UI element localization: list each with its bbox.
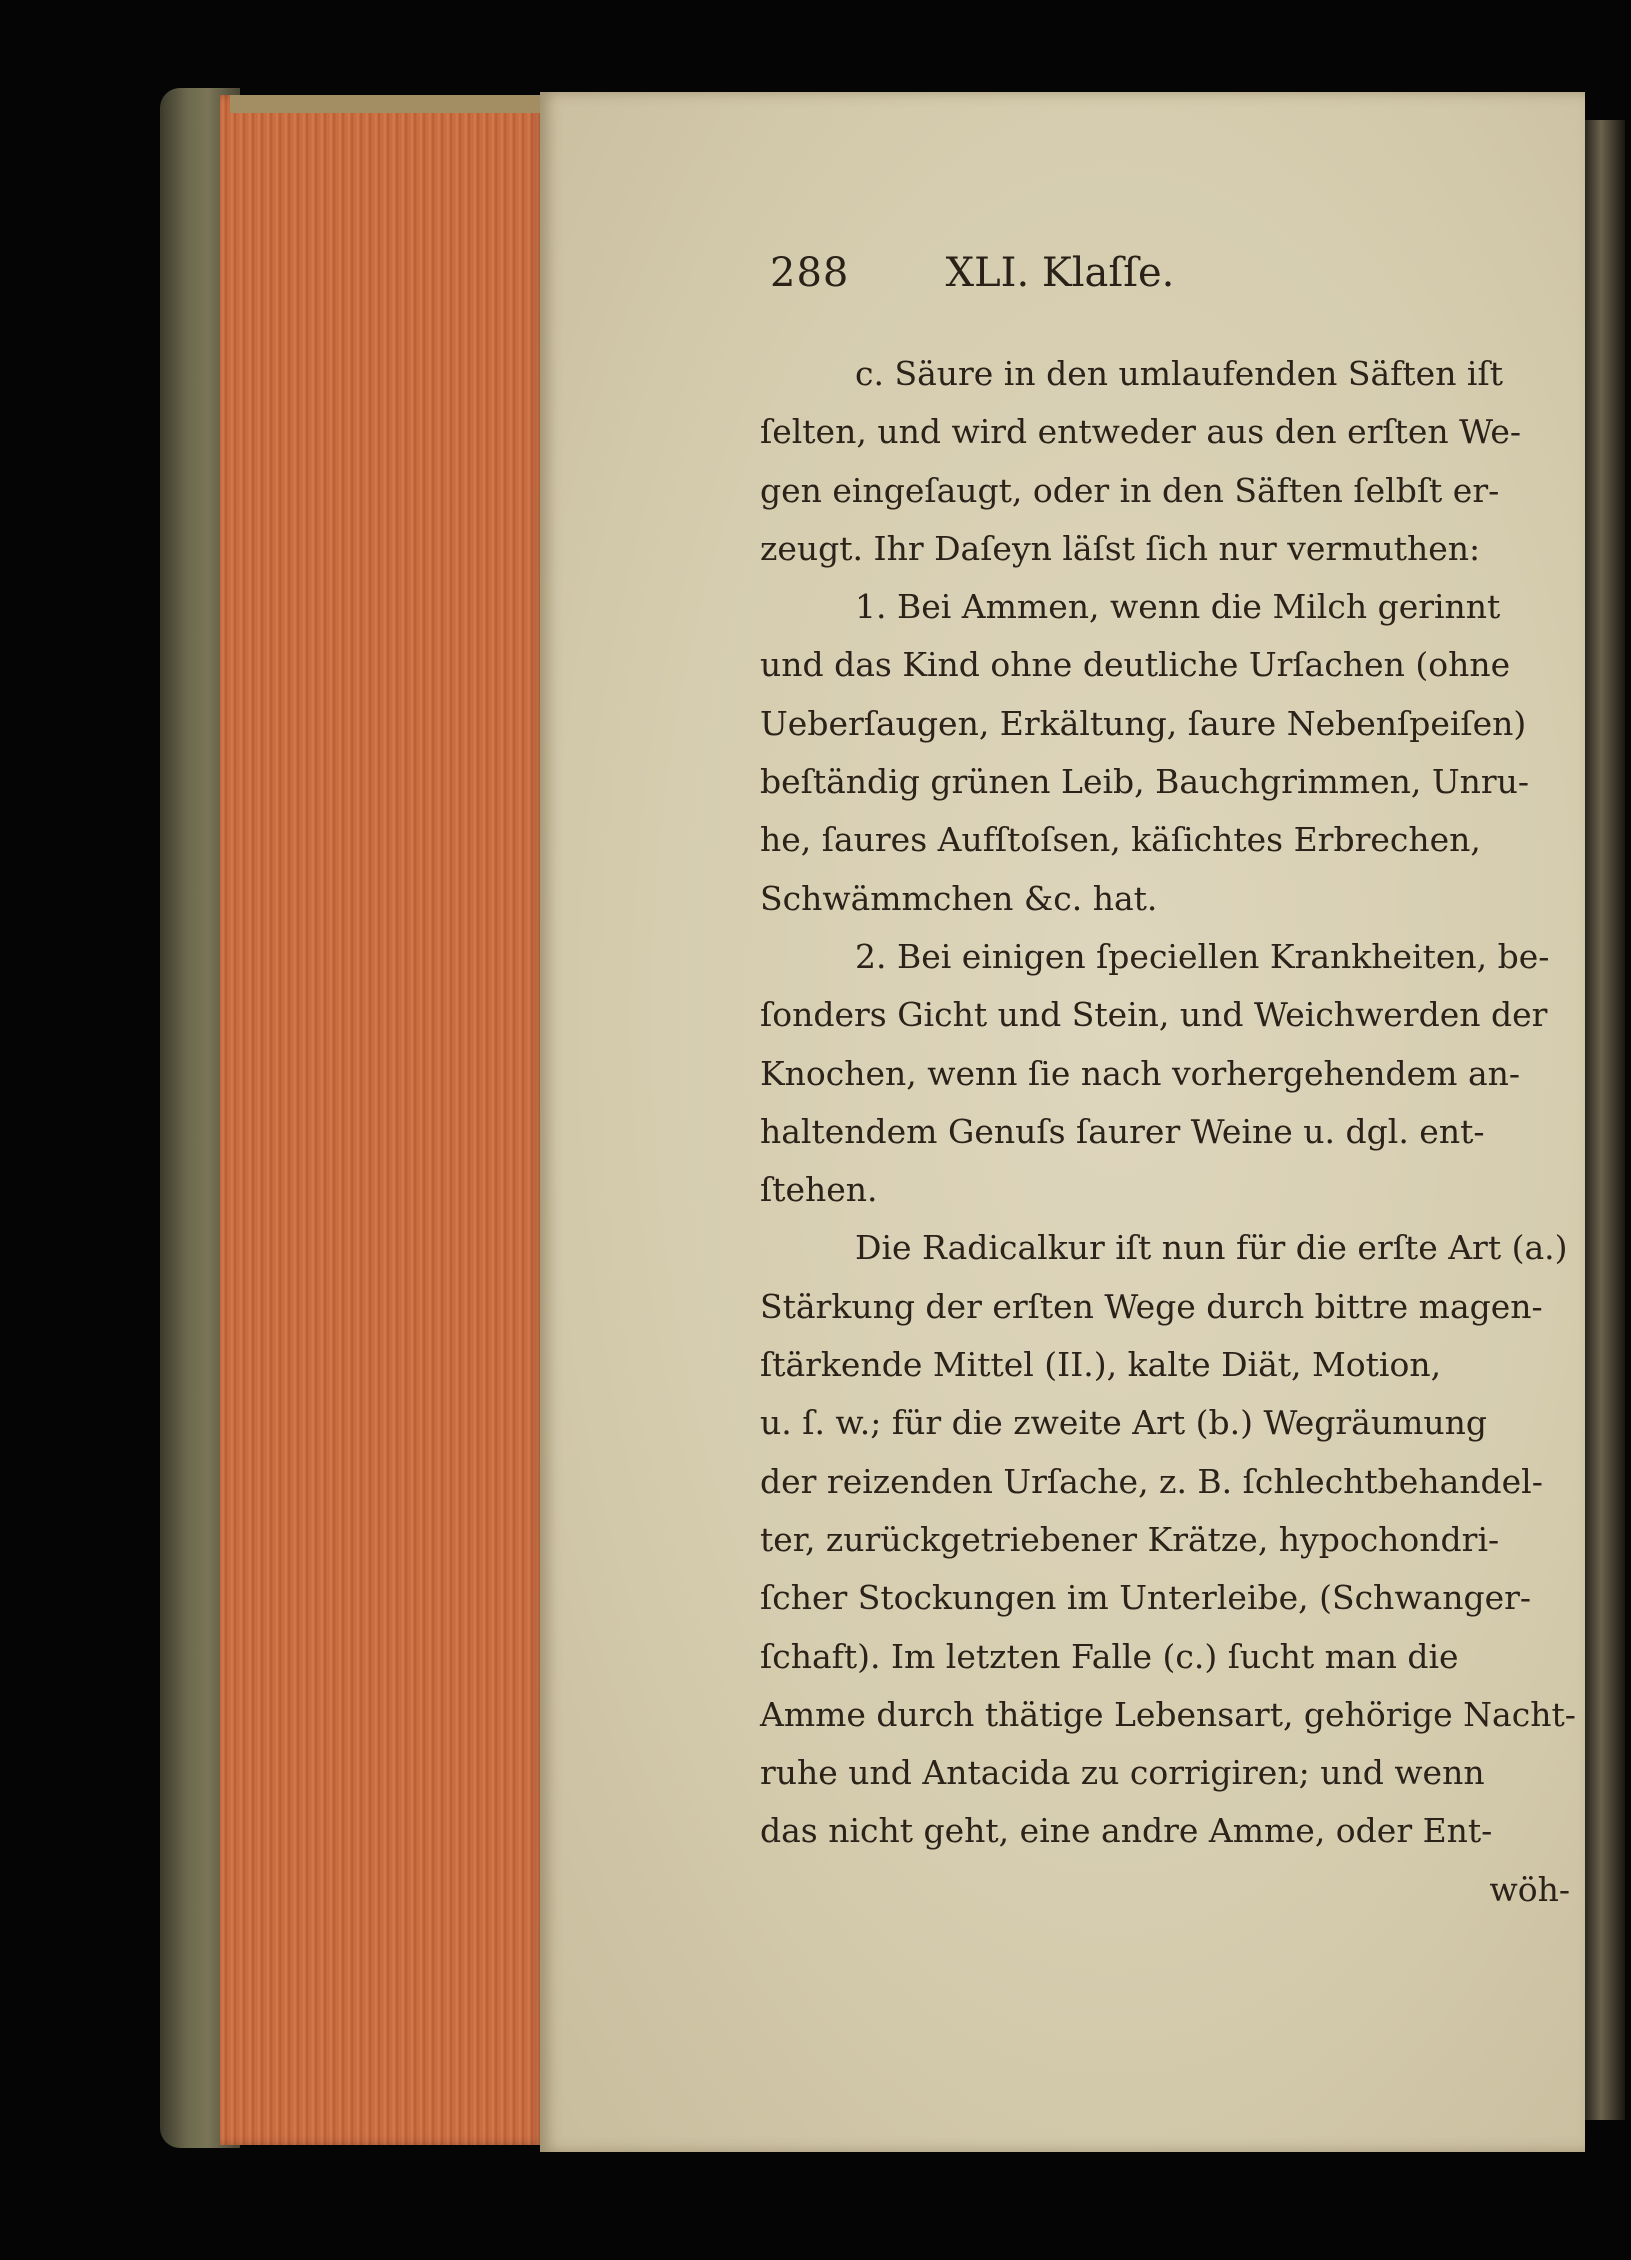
text-line: u. ſ. w.; für die zweite Art (b.) Wegräumung: [760, 1403, 1487, 1443]
text-line: ter, zurückgetriebener Krätze, hypochondri-: [760, 1519, 1500, 1559]
text-line: 1. Bei Ammen, wenn die Milch gerinnt: [855, 587, 1501, 627]
text-line: Ueberſaugen, Erkältung, ſaure Nebenſpeiſen): [760, 703, 1527, 743]
catchword: wöh-: [1489, 1869, 1570, 1909]
text-line: Knochen, wenn ſie nach vorhergehendem an-: [760, 1053, 1521, 1093]
text-line: Amme durch thätige Lebensart, gehörige Nacht-: [760, 1694, 1576, 1734]
text-line: c. Säure in den umlaufenden Säften iſt: [855, 354, 1503, 393]
text-line: beſtändig grünen Leib, Bauchgrimmen, Unru-: [760, 762, 1530, 802]
text-line: das nicht geht, eine andre Amme, oder Ent-: [760, 1811, 1493, 1851]
text-line: ſonders Gicht und Stein, und Weichwerden der: [760, 995, 1548, 1035]
text-line: Schwämmchen &c. hat.: [760, 878, 1158, 918]
text-line: haltendem Genuſs ſaurer Weine u. dgl. ent-: [760, 1111, 1485, 1151]
page-edges: [220, 95, 545, 2145]
text-line: ruhe und Antacida zu corrigiren; und wenn: [760, 1753, 1485, 1793]
text-line: ſcher Stockungen im Unterleibe, (Schwanger-: [760, 1578, 1532, 1618]
text-line: der reizenden Urſache, z. B. ſchlechtbehandel-: [760, 1461, 1543, 1501]
page-number: 288: [770, 250, 850, 296]
running-head: XLI. Klaſſe.: [945, 250, 1175, 296]
text-line: und das Kind ohne deutliche Urſachen (ohne: [760, 645, 1511, 685]
text-line: ſchaft). Im letzten Falle (c.) ſucht man die: [760, 1636, 1459, 1676]
text-line: zeugt. Ihr Daſeyn läſst ſich nur vermuthen:: [760, 528, 1481, 568]
page-edges-top: [230, 95, 545, 113]
text-line: he, ſaures Aufſtoſsen, käſichtes Erbrechen,: [760, 820, 1481, 860]
next-page-edge: [1585, 120, 1625, 2120]
page-header: [770, 250, 1370, 310]
text-line: 2. Bei einigen ſpeciellen Krankheiten, be-: [855, 936, 1550, 976]
text-line: Die Radicalkur iſt nun für die erſte Art (a.): [855, 1228, 1568, 1268]
text-line: ſelten, und wird entweder aus den erſten We-: [760, 412, 1522, 452]
text-line: ſtehen.: [760, 1170, 878, 1210]
text-line: Stärkung der erſten Wege durch bittre magen-: [760, 1286, 1543, 1326]
text-line: ſtärkende Mittel (II.), kalte Diät, Motion,: [760, 1345, 1442, 1385]
text-line: gen eingeſaugt, oder in den Säften ſelbſt er-: [760, 470, 1500, 510]
body-text: [760, 345, 1576, 1919]
